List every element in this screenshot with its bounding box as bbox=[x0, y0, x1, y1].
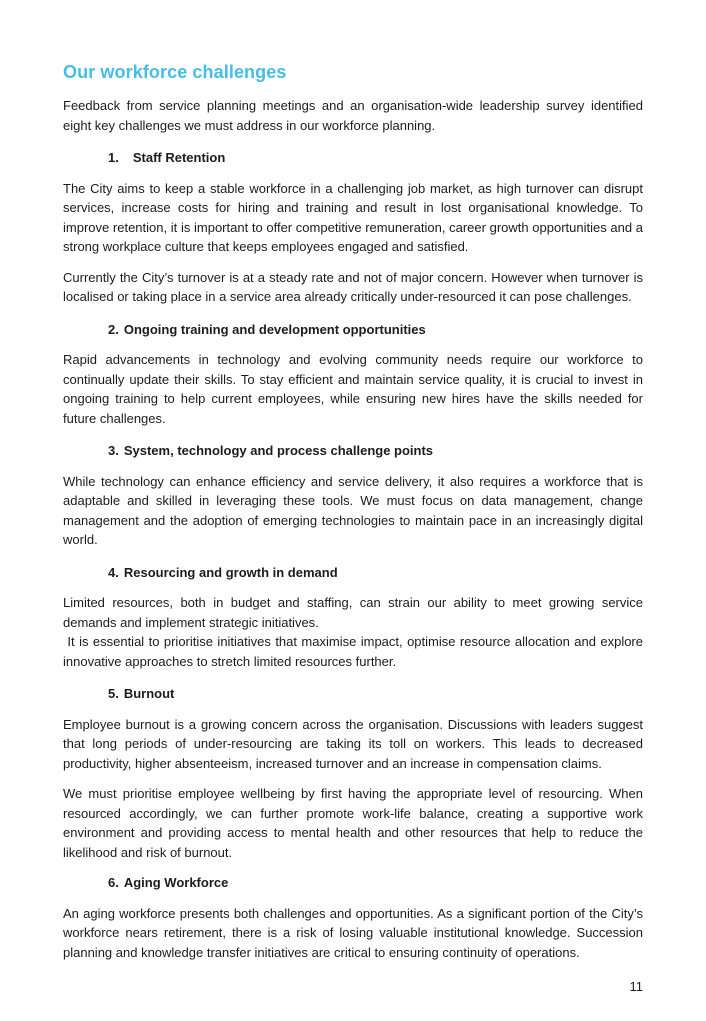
section-heading bbox=[108, 563, 643, 583]
section-system-technology bbox=[63, 441, 643, 550]
section-training bbox=[63, 320, 643, 429]
intro-paragraph: Feedback from service planning meetings and an organisation-wide leadership survey identified eight key challenges we must address in our workforce planning. bbox=[63, 98, 643, 133]
section-staff-retention bbox=[63, 148, 643, 307]
page-title: Our workforce challenges bbox=[63, 62, 287, 82]
section-heading bbox=[108, 148, 643, 168]
section-number: 4. bbox=[108, 564, 119, 580]
section-resourcing bbox=[63, 563, 643, 672]
paragraph: We must prioritise employee wellbeing by first having the appropriate level of resourcing. When resourced accordingly, we can further promote work-life balance, creating a supportive work environment and providing access to mental health and other resources that help to reduce the likelihood and risk of burnout. bbox=[63, 786, 643, 860]
paragraph: Rapid advancements in technology and evolving community needs require our workforce to continually update their skills. To stay efficient and maintain service quality, it is crucial to invest in ongoing training to help current employees, while ensuring new hires have the skills needed for future challenges. bbox=[63, 352, 643, 426]
paragraph: Currently the City’s turnover is at a steady rate and not of major concern. However when turnover is localised or taking place in a service area already critically under-resourced it can pose challenges. bbox=[63, 269, 643, 304]
section-heading-label: Resourcing and growth in demand bbox=[123, 564, 338, 580]
section-number: 2. bbox=[108, 321, 119, 337]
section-heading bbox=[108, 320, 643, 340]
section-heading-label: Ongoing training and development opportunities bbox=[123, 321, 426, 337]
paragraph: Limited resources, both in budget and staffing, can strain our ability to meet growing service demands and implement strategic initiatives. bbox=[63, 595, 643, 630]
section-heading-label: Staff Retention bbox=[132, 150, 226, 165]
page-number: 11 bbox=[629, 979, 643, 994]
section-number: 3. bbox=[108, 443, 119, 458]
section-heading bbox=[108, 441, 643, 461]
section-heading-label: System, technology and process challenge points bbox=[123, 443, 434, 458]
section-number: 1. bbox=[108, 150, 119, 165]
paragraph: An aging workforce presents both challenges and opportunities. As a significant portion of the City’s workforce nears retirement, there is a risk of losing valuable institutional knowledge. Succession planning and knowledge transfer initiatives are critical to ensuring continuity of operations. bbox=[63, 905, 643, 960]
paragraph: The City aims to keep a stable workforce in a challenging job market, as high turnover can disrupt services, increase costs for hiring and training and result in lost organisational knowledge. To improve retention, it is important to offer competitive remuneration, career growth opportunities and a strong workplace culture that keeps employees engaged and satisfied. bbox=[63, 180, 643, 254]
section-heading bbox=[108, 684, 643, 704]
section-aging-workforce bbox=[63, 873, 643, 962]
section-number: 5. bbox=[108, 686, 119, 701]
section-heading-label: Burnout bbox=[123, 686, 175, 701]
section-heading-label: Aging Workforce bbox=[123, 875, 229, 890]
paragraph: Employee burnout is a growing concern across the organisation. Discussions with leaders suggest that long periods of under-resourcing are taking its toll on workers. This leads to decreased productivity, higher absenteeism, increased turnover and an increase in compensation claims. bbox=[63, 716, 643, 771]
paragraph: While technology can enhance efficiency and service delivery, it also requires a workforce that is adaptable and skilled in leveraging these tools. We must focus on data management, change management and the adoption of emerging technologies to maintain pace in an increasingly digital world. bbox=[63, 473, 643, 547]
section-burnout bbox=[63, 684, 643, 862]
paragraph: It is essential to prioritise initiatives that maximise impact, optimise resource allocation and explore innovative approaches to stretch limited resources further. bbox=[63, 634, 643, 669]
section-heading bbox=[108, 873, 643, 893]
section-number: 6. bbox=[108, 875, 119, 890]
